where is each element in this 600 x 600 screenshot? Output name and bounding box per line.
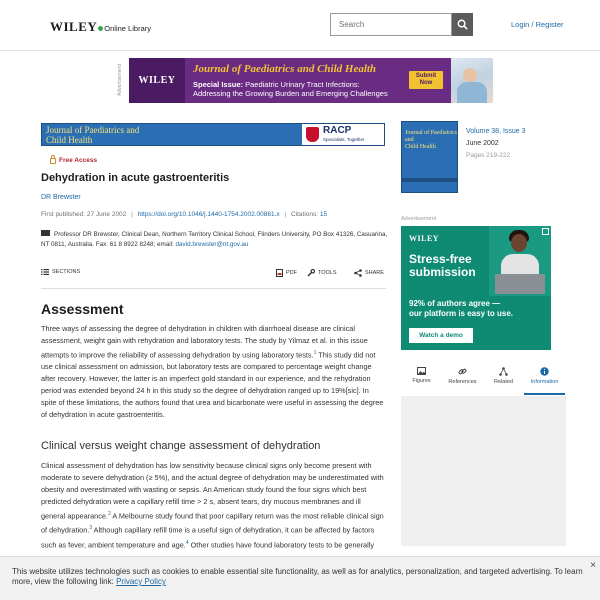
side-ad-label: Advertisement (401, 216, 437, 222)
racp-subtitle: Specialists. Together (323, 137, 365, 142)
side-ad-headline-line1: Stress-free (409, 252, 472, 266)
paragraph-assessment (41, 323, 386, 421)
publication-info: First published: 27 June 2002 | https://doi.org/10.1046/j.1440-1754.2002.00861.x | Citations: 15 (41, 211, 328, 218)
paragraph-text: Other studies have found laboratory tests to be generally (188, 540, 374, 550)
ad-special-issue-text: Paediatric Urinary Tract Infections: (245, 80, 360, 89)
logo-dot-icon (98, 26, 103, 31)
ad-label: Advertisement (117, 64, 123, 96)
article-info-tabs (401, 362, 566, 395)
tab-information[interactable] (524, 362, 565, 395)
racp-shield-icon (306, 127, 319, 142)
ad-special-issue-text2: Addressing the Growing Burden and Emerging Challenges (193, 89, 388, 98)
sections-label: SECTIONS (52, 269, 81, 275)
pdf-icon (276, 269, 283, 277)
ad-child-photo (451, 58, 493, 103)
tab-figures[interactable] (401, 362, 442, 395)
top-ad-banner[interactable] (129, 58, 493, 103)
tab-information-label: Information (530, 379, 559, 385)
paragraph-clinical (41, 460, 386, 555)
journal-banner[interactable] (41, 123, 385, 146)
doi-link[interactable]: https://doi.org/10.1046/j.1440-1754.2002.00861.x (137, 211, 280, 218)
share-icon (354, 269, 362, 277)
tab-references[interactable] (442, 362, 483, 395)
free-access-label: Free Access (59, 157, 98, 164)
citations-count[interactable]: 15 (319, 211, 328, 218)
cover-title-line2: and (405, 137, 414, 143)
info-icon (540, 367, 549, 376)
wiley-online-library-logo[interactable] (50, 19, 151, 35)
search-icon (457, 19, 468, 30)
tab-related-label: Related (494, 379, 513, 385)
issue-date: June 2002 (466, 140, 499, 147)
tab-figures-label: Figures (412, 378, 431, 384)
issue-pages: Pages 219-222 (466, 152, 511, 159)
reference-link[interactable]: 2 (107, 511, 111, 517)
correspondence (41, 230, 391, 250)
section-heading-clinical: Clinical versus weight change assessment of dehydration (41, 440, 321, 452)
watch-demo-button[interactable]: Watch a demo (409, 328, 473, 343)
journal-cover-image[interactable] (401, 121, 458, 193)
side-ad-stat-line1: 92% of authors agree — (409, 299, 501, 308)
image-icon (417, 367, 426, 375)
search-input[interactable]: Search (330, 13, 452, 36)
cover-title-line3: Child Health (405, 144, 436, 150)
tools-label: TOOLS (318, 270, 337, 276)
ad-person-photo (489, 226, 551, 296)
ad-special-issue-label: Special Issue: (193, 80, 244, 89)
cookie-text (12, 567, 587, 587)
racp-text: RACP (323, 125, 352, 136)
paragraph-text: Clinical assessment of dehydration has low sensitivity because clinical signs only become present with moderate to severe dehydration (≥ 5%), and the actual degree of dehydration may be underestimated with obesity and overestimated with wasting or sepsis. An American study found the four signs which best predicted dehydration were a capillary refill time > 2 s, absent tears, dry mucous membranes and ill general appearance. (41, 461, 384, 521)
email-link[interactable]: david.brewster@nt.gov.au (175, 241, 249, 248)
paragraph-text: This study did not use clinical assessment on admission, but laboratory tests are compared to percentage weight change after recovery. However, the latter is an imperfect gold standard in our experience, and the rehydration period was extended beyond 24 h in this study so the degree of dehydration ranged up to 19%[sic]. In spite of these limitations, the authors found that urea and bicarbonate were useful in assessing the degree of dehydration in acute gastroenteritis. (41, 350, 384, 420)
share-button[interactable] (354, 269, 384, 277)
reference-link[interactable]: 4 (185, 539, 189, 546)
sections-button[interactable] (41, 269, 80, 275)
cookie-close-icon[interactable]: × (590, 560, 596, 571)
citations-label: Citations: (290, 211, 319, 218)
pdf-label: PDF (286, 270, 297, 276)
network-icon (499, 367, 508, 376)
side-ad-headline (409, 253, 476, 279)
cover-title (405, 130, 457, 151)
list-icon (41, 269, 49, 275)
racp-logo (302, 124, 384, 145)
correspondence-text: Professor DR Brewster, Clinical Dean, Northern Territory Clinical School, Flinders University, PO Box 41326, Casuarina, NT 0811, Australia. Fax: 61 8 8922 8248; email: (41, 231, 388, 248)
paragraph-text: A Melbourne study found that poor capillary return was the most reliable clinical sign of dehydration. (41, 511, 384, 535)
link-icon (458, 367, 467, 376)
envelope-icon (41, 230, 50, 236)
journal-banner-title (46, 125, 139, 145)
tools-button[interactable] (307, 269, 337, 277)
tab-references-label: References (448, 379, 477, 385)
journal-banner-title-line2: Child Health (46, 135, 93, 145)
tab-related[interactable] (483, 362, 524, 395)
information-panel (401, 396, 566, 546)
cookie-message: This website utilizes technologies such as cookies to enable essential site functionality, as well as for analytics, personalization, and targeted advertising. To learn more, view the following link: (12, 567, 583, 586)
side-ad-stat-line2: our platform is easy to use. (409, 309, 514, 318)
logo-wiley-text: WILEY (50, 19, 98, 34)
free-access-badge (50, 157, 97, 164)
first-published-label: First published: (41, 211, 86, 218)
side-ad-stats (409, 299, 513, 319)
paragraph-text: Three ways of assessing the degree of dehydration in children with diarrhoeal disease are clinical assessment, weight gain with rehydration and laboratory tests. The study by Yilmaz et al. in this issue attempts to improve the reliability of assessing dehydration by using laboratory tests. (41, 324, 368, 360)
paragraph-text: Although capillary refill time is a useful sign of dehydration, it can be affected by factors such as fever, ambient temperature and age. (41, 525, 375, 550)
side-ad-banner[interactable] (401, 226, 551, 350)
section-heading-assessment: Assessment (41, 301, 124, 317)
ad-submit-now-button[interactable]: Submit Now (409, 71, 443, 89)
login-register-link[interactable]: Login / Register (511, 20, 564, 29)
side-ad-headline-line2: submission (409, 265, 476, 279)
ad-journal-title: Journal of Paediatrics and Child Health (193, 63, 377, 75)
ad-close-icon[interactable] (542, 228, 549, 235)
reference-link[interactable]: 3 (89, 525, 93, 532)
pdf-button[interactable] (276, 269, 297, 277)
cookie-banner (0, 556, 600, 600)
search-button[interactable] (452, 13, 473, 36)
article-title: Dehydration in acute gastroenteritis (41, 172, 230, 184)
issue-volume-link[interactable]: Volume 38, Issue 3 (466, 128, 526, 135)
cover-title-line1: Journal of Paediatrics (405, 130, 457, 136)
logo-online-library-text: Online Library (104, 24, 151, 33)
journal-banner-title-line1: Journal of Paediatrics and (46, 125, 140, 135)
toolbar-divider (41, 288, 386, 289)
ad-wiley-logo (129, 58, 185, 103)
author-link[interactable]: DR Brewster (41, 194, 81, 201)
privacy-policy-link[interactable]: Privacy Policy (116, 577, 166, 586)
site-header (0, 0, 600, 51)
ad-special-issue (193, 80, 388, 98)
side-ad-wiley-text: WILEY (409, 234, 440, 243)
first-published-date: 27 June 2002 (86, 211, 127, 218)
wrench-icon (307, 269, 315, 277)
cover-stripe (402, 178, 457, 182)
ad-wiley-text: WILEY (138, 75, 176, 86)
share-label: SHARE (365, 270, 384, 276)
unlock-icon (50, 158, 56, 164)
reference-link[interactable]: 1 (313, 350, 317, 356)
article-toolbar (41, 267, 386, 281)
